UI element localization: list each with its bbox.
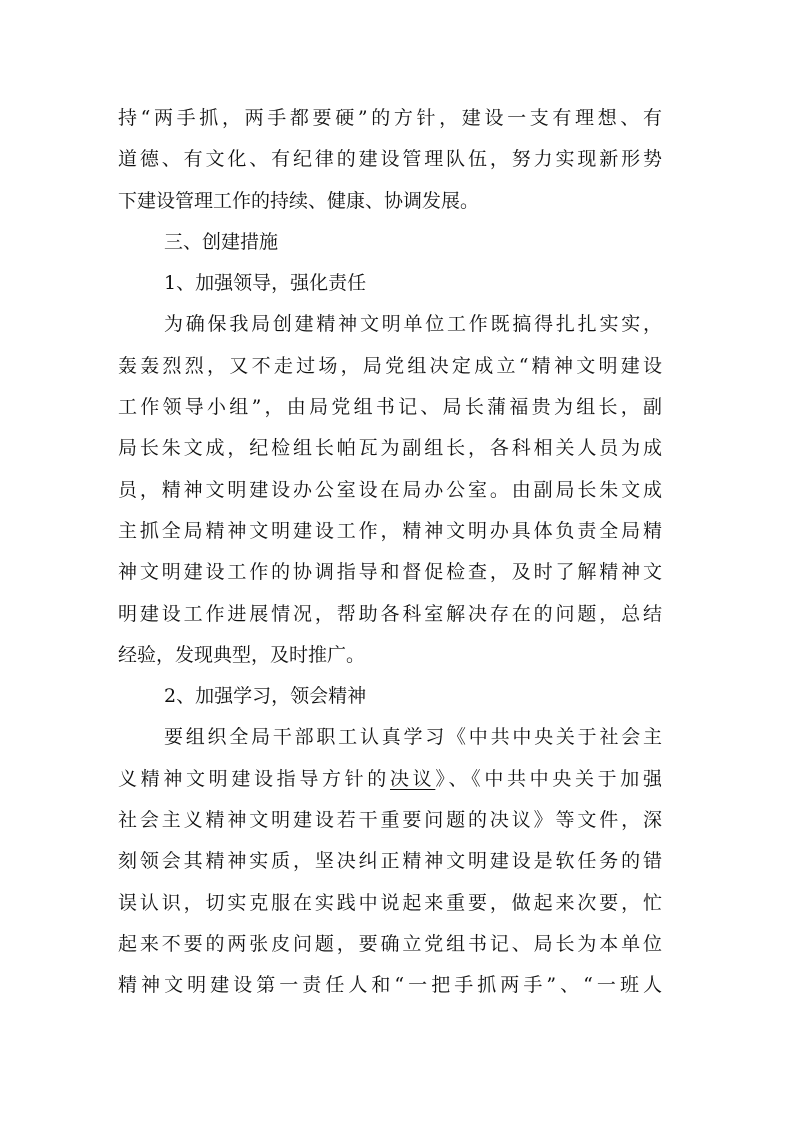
- text-line: [118, 759, 662, 800]
- text-line: 明建设工作进展情况，帮助各科室解决存在的问题，总结: [118, 602, 662, 625]
- text-segment: 义精神文明建设指导方针的: [118, 767, 390, 790]
- underlined-word: 决议: [389, 767, 436, 790]
- text-line: 精神文明建设第一责任人和“一把手抓两手”、“一班人: [118, 974, 662, 997]
- text-line: 误认识，切实克服在实践中说起来重要，做起来次要，忙: [118, 891, 662, 914]
- text-line: 持“两手抓，两手都要硬”的方针，建设一支有理想、有: [118, 107, 662, 129]
- text-line: 起来不要的两张皮问题，要确立党组书记、局长为本单位: [118, 932, 662, 955]
- section-heading: 三、创建措施: [164, 230, 279, 253]
- text-line: 工作领导小组”，由局党组书记、局长蒲福贵为组长，副: [118, 396, 662, 419]
- subsection-heading: 2、加强学习，领会精神: [164, 685, 367, 708]
- text-line: 局长朱文成，纪检组长帕瓦为副组长，各科相关人员为成: [118, 437, 662, 460]
- text-line: 轰轰烈烈，又不走过场，局党组决定成立“精神文明建设: [118, 354, 662, 377]
- subsection-heading: 1、加强领导，强化责任: [164, 272, 367, 295]
- text-line: 神文明建设工作的协调指导和督促检查，及时了解精神文: [118, 561, 662, 584]
- text-line: 刻领会其精神实质，坚决纠正精神文明建设是软任务的错: [118, 850, 662, 873]
- text-line: 主抓全局精神文明建设工作，精神文明办具体负责全局精: [118, 519, 662, 542]
- document-body: [118, 98, 662, 1007]
- text-line: 要组织全局干部职工认真学习《中共中央关于社会主: [164, 726, 662, 749]
- text-line: 道德、有文化、有纪律的建设管理队伍，努力实现新形势: [118, 148, 662, 171]
- text-line: 为确保我局创建精神文明单位工作既搞得扎扎实实，: [164, 313, 662, 336]
- text-line: 下建设管理工作的持续、健康、协调发展。: [118, 189, 480, 212]
- text-line: 员，精神文明建设办公室设在局办公室。由副局长朱文成: [118, 478, 662, 501]
- text-line: 经验，发现典型，及时推广。: [118, 643, 366, 666]
- text-segment: 》、《中共中央关于加强: [435, 767, 662, 790]
- text-line: 社会主义精神文明建设若干重要问题的决议》等文件，深: [118, 809, 662, 832]
